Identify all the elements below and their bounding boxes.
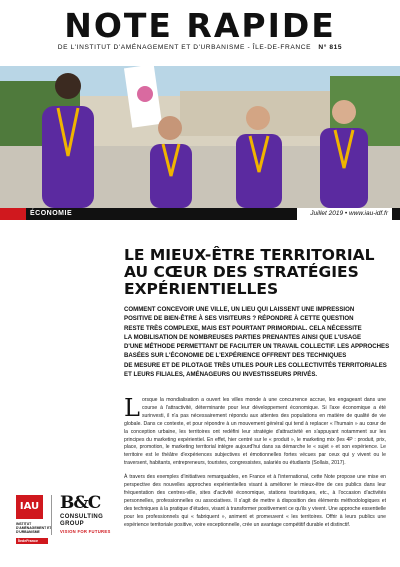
issue-date: Juillet 2019 • www.iau-idf.fr xyxy=(310,210,388,217)
publisher-name: DE L'INSTITUT D'AMÉNAGEMENT ET D'URBANISME - ÎLE-DE-FRANCE xyxy=(57,44,312,51)
iau-logo-text: IAU xyxy=(19,501,40,512)
iledefrance-logo: ÎledeFrance xyxy=(16,538,48,544)
headline-line: EXPÉRIENTIELLES xyxy=(124,280,279,298)
section-band xyxy=(0,208,400,220)
lead-line: COMMENT CONCEVOIR UNE VILLE, UN LIEU QUI LAISSENT UNE IMPRESSION xyxy=(124,306,355,313)
lead-line: RESTE TRÈS COMPLEXE, MAIS EST POURTANT PRIMORDIAL. CELA NÉCESSITE xyxy=(124,324,362,332)
publication-subtitle xyxy=(0,44,400,51)
lead-line: ET LEURS FILIALES, AMÉNAGEURS OU INVESTISSEURS PRIVÉS. xyxy=(124,371,318,379)
bc-logo-line2: GROUP xyxy=(60,521,85,527)
iau-institute-name: INSTITUT D'AMÉNAGEMENT ET D'URBANISME xyxy=(16,522,52,535)
lead-line: POSITIVE DE BIEN-ÊTRE À SES VISITEURS ? RÉPONDRE À CETTE QUESTION xyxy=(124,315,354,323)
logo-divider xyxy=(51,495,52,535)
lead-paragraph xyxy=(124,305,390,379)
lead-line: BASÉES SUR L'ÉCONOMIE DE L'EXPÉRIENCE OFFRENT DES TECHNIQUES xyxy=(124,352,347,360)
body-paragraph-text: orsque la mondialisation a ouvert les villes monde à une concurrence accrue, les engageant dans une course à l'attractivité, déterminante pour leur développement économique. Si l'axe économique a été surinvesti, il n'a pas nécessairement répondu aux attentes des populations en matière de qualité de vie globale. Dans ce contexte, et pour répondre à un mouvement général qui tend à replacer « l'humain » au cœur de la conception urbaine, les territoires ont redéfini leur stratégie d'attractivité en s'appuyant notamment sur les principes du marketing expérientiel. En effet, hier centré sur le « produit », le marketing mix (les 4P : produit, prix, place, promotion, le marketing territorial intègre aujourd'hui dans sa démarche le « sujet » et son expérience. Le territoire est le théâtre d'expériences subjectives et émotionnelles fortes vécues par ceux qui y vivent ou le traversent, habitants, entrepreneurs, touristes, congressistes, salariés ou étudiants (Sollais, 2017). xyxy=(124,397,386,467)
bc-tagline: VISION FOR FUTURES xyxy=(60,529,111,534)
bc-logo-mark: B&C xyxy=(60,493,101,513)
cover-photo-illustration xyxy=(0,66,400,208)
cover-photo xyxy=(0,66,400,208)
headline-line: AU CŒUR DES STRATÉGIES xyxy=(124,263,359,281)
drop-cap: L xyxy=(124,394,140,422)
headline xyxy=(124,247,384,298)
body-paragraph xyxy=(124,394,386,468)
lead-line: D'UNE MÉTHODE PERMETTANT DE FACILITER UN TRAVAIL COLLECTIF. LES APPROCHES xyxy=(124,343,390,351)
iau-logo xyxy=(16,495,43,519)
issue-number: N° 815 xyxy=(318,44,343,51)
section-label: ÉCONOMIE xyxy=(30,210,73,217)
body-text xyxy=(124,394,386,536)
lead-line: DE MESURE ET DE PILOTAGE TRÈS UTILES POUR LES COLLECTIVITÉS TERRITORIALES xyxy=(124,361,387,369)
headline-line: LE MIEUX-ÊTRE TERRITORIAL xyxy=(124,246,375,264)
lead-line: LA MOBILISATION DE NOMBREUSES PARTIES PRENANTES AINSI QUE L'USAGE xyxy=(124,333,362,341)
masthead xyxy=(0,0,400,68)
body-paragraph: À travers des exemples d'initiatives remarquables, en France et à l'international, cette Note propose une mise en perspective des nouvelles approches expérientielles visant à améliorer le mieux-être de ces publics dans leur fréquentation des centres-ville, sites d'activité économique, stations touristiques, etc., à l'occasion d'activités personnelles, professionnelles ou associatives. Il s'agit de mettre à disposition des éléments méthodologiques et des techniques à la pratique d'études, visant à transformer positivement ce qu'ils y vivent. Une approche essentielle pour les professionnels qui « fabriquent », animent et promeuvent « les territoires. Offrir à leurs publics une expérience territoriale positive, voire exceptionnelle, crée un avantage compétitif durable et distinctif. xyxy=(124,474,386,528)
section-accent xyxy=(0,208,26,220)
publication-title: NOTE RAPIDE xyxy=(64,6,336,45)
bc-logo-line1: CONSULTING xyxy=(60,514,104,520)
partner-logos xyxy=(16,495,126,565)
